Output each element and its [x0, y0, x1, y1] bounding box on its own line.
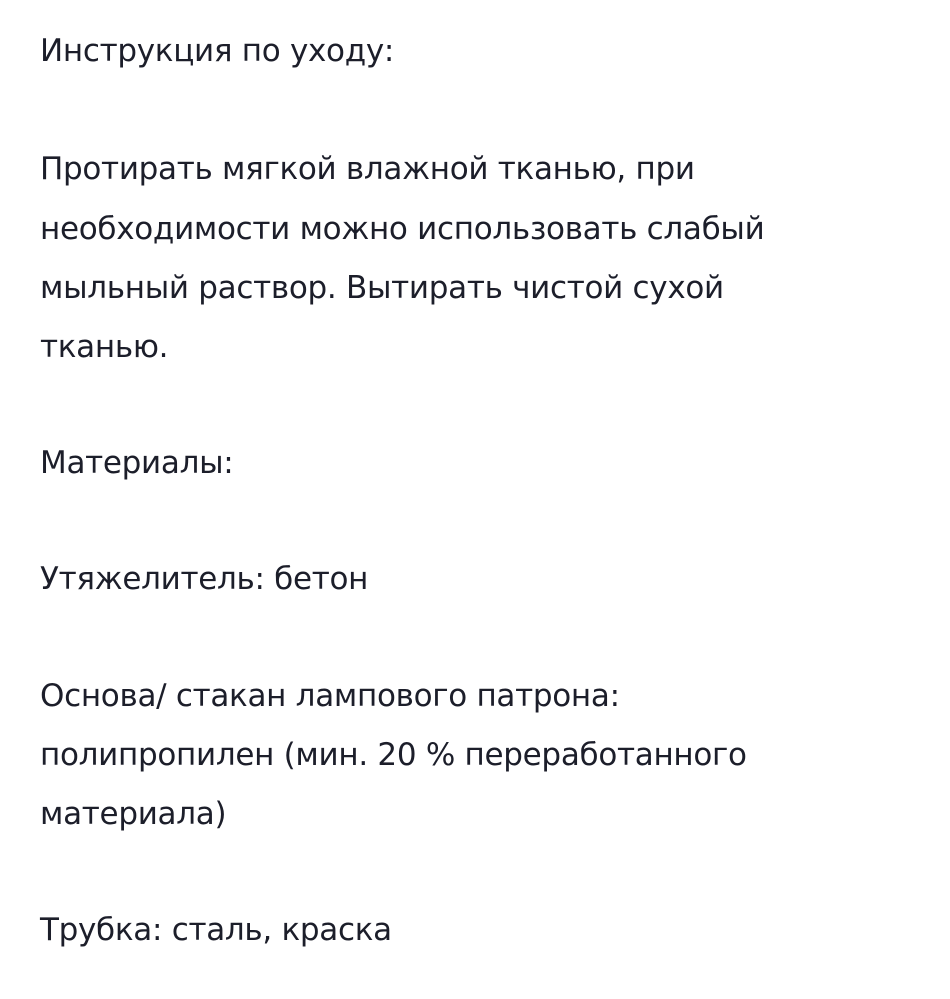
materials-heading: Материалы: [40, 445, 234, 481]
care-text-line-1: Протирать мягкой влажной тканью, при [40, 151, 695, 187]
care-text-line-2: необходимости можно использовать слабый [40, 211, 765, 247]
material-base-line-3: материала) [40, 796, 227, 832]
material-base-line-2: полипропилен (мин. 20 % переработанного [40, 737, 747, 773]
care-text-line-4: тканью. [40, 329, 169, 365]
material-base-line-1: Основа/ стакан лампового патрона: [40, 678, 620, 714]
material-weight: Утяжелитель: бетон [40, 561, 369, 597]
care-text-line-3: мыльный раствор. Вытирать чистой сухой [40, 270, 724, 306]
care-heading: Инструкция по уходу: [40, 33, 395, 69]
material-tube: Трубка: сталь, краска [40, 912, 392, 948]
